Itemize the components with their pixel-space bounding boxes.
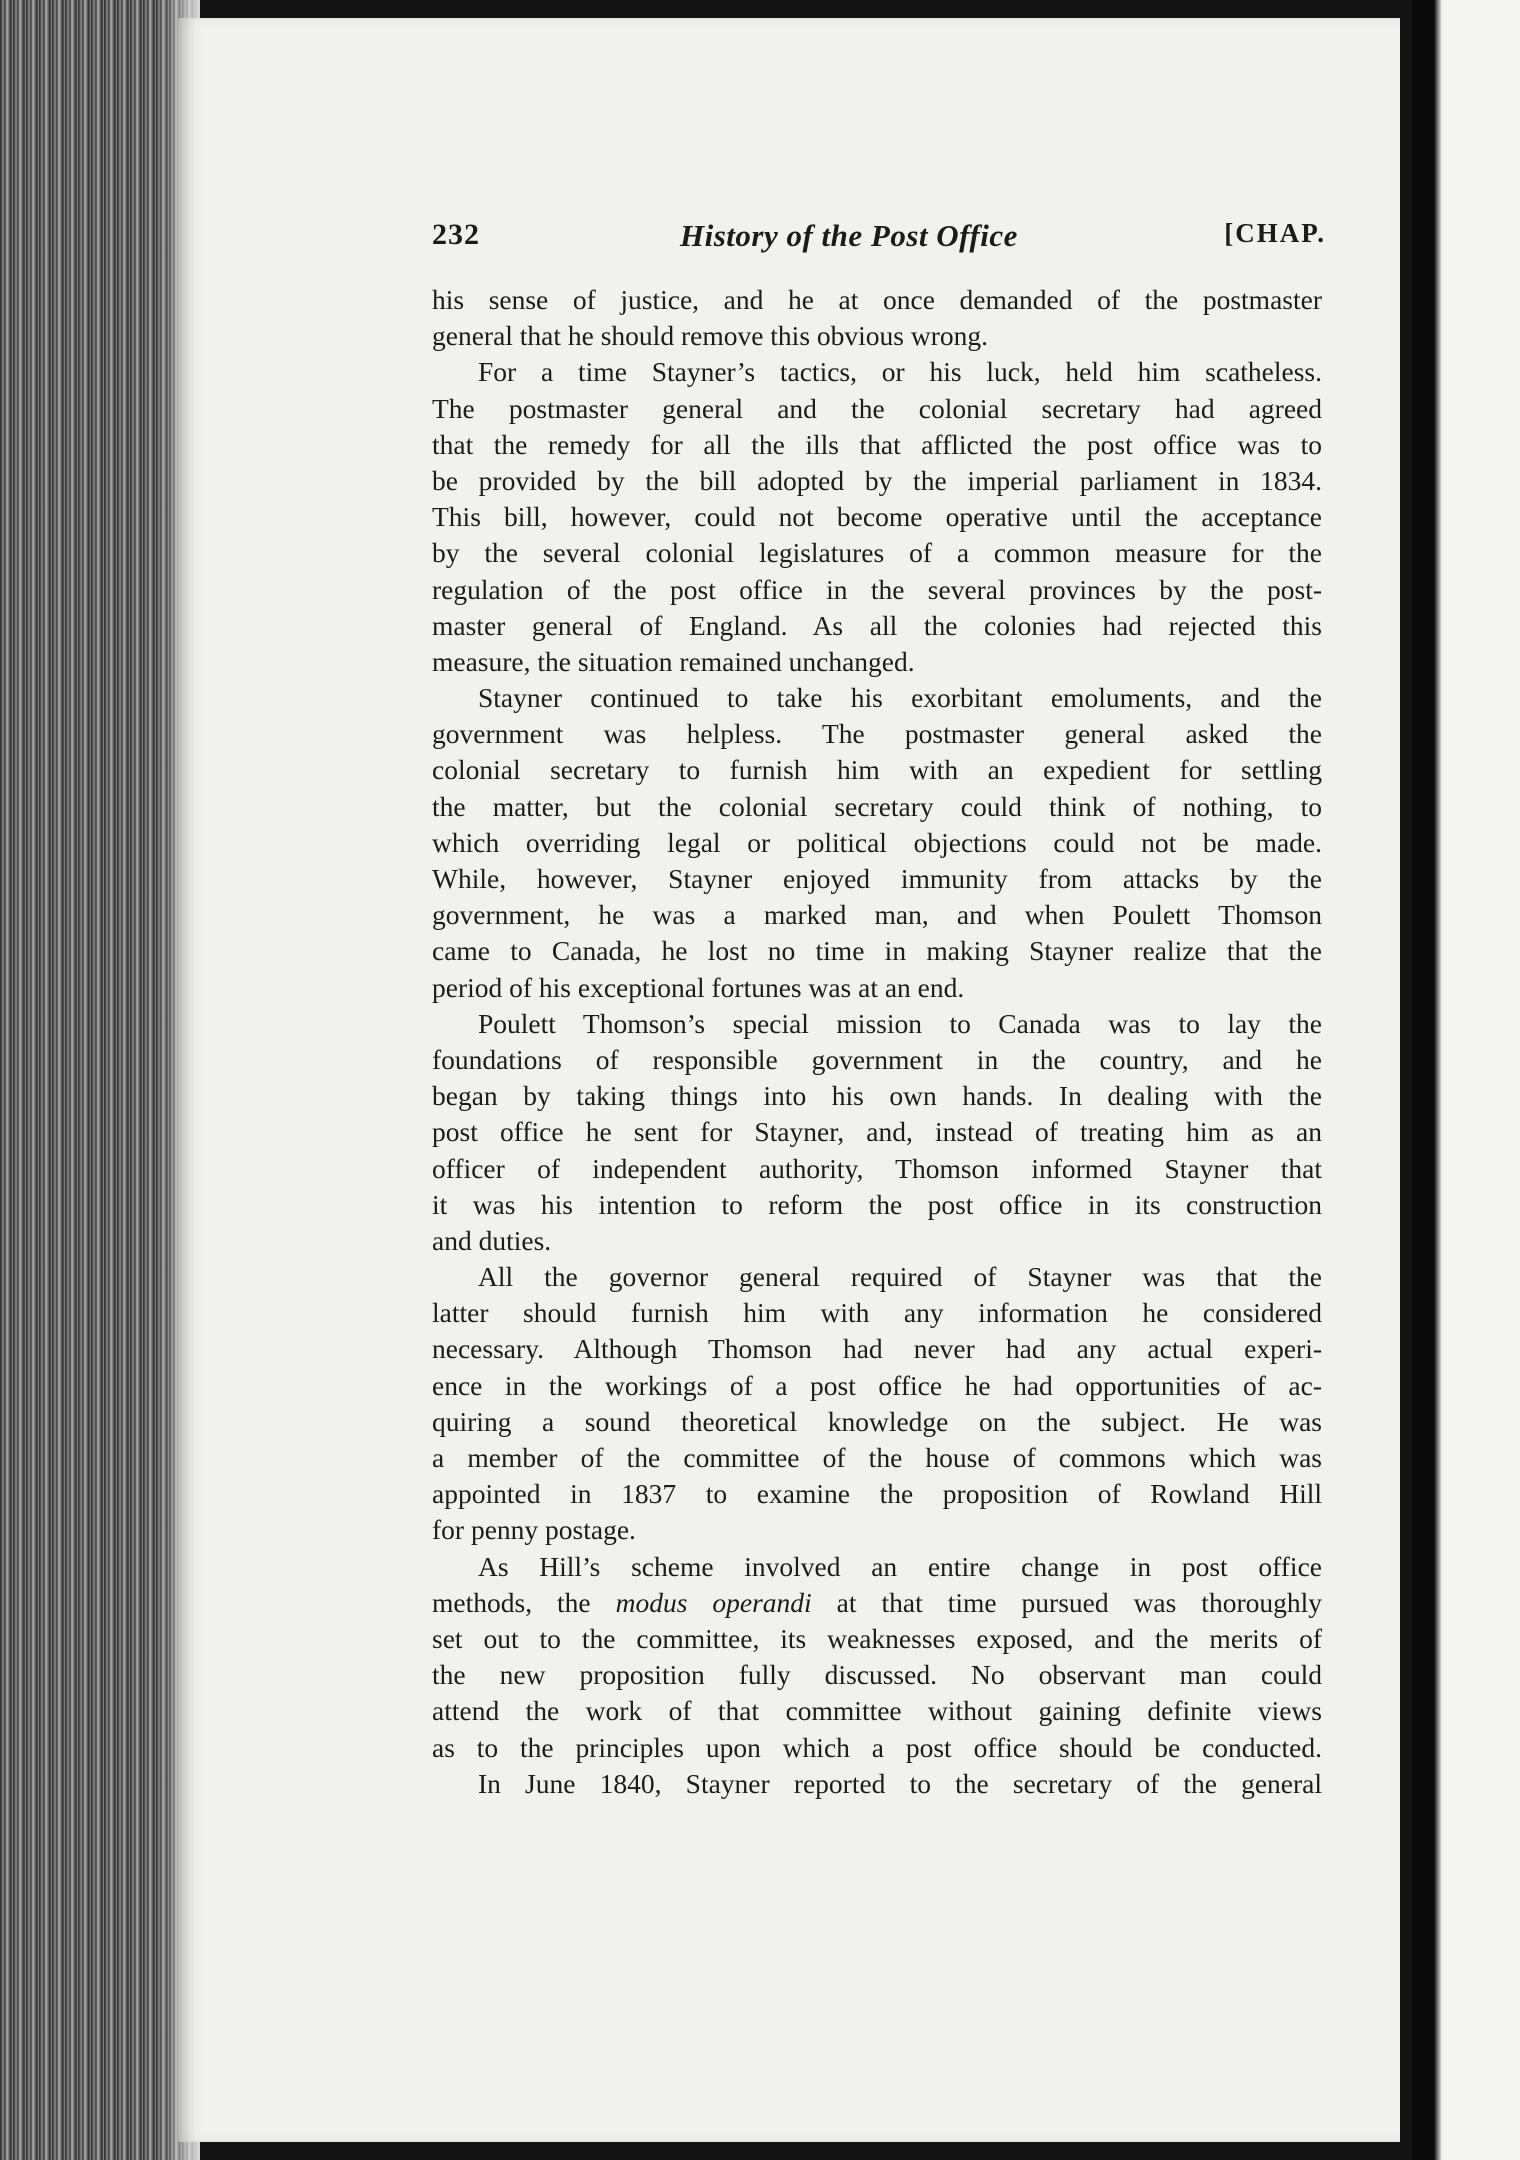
text-line: as to the principles upon which a post office should be conducted.: [432, 1731, 1322, 1763]
text-line: a member of the committee of the house of commons which was: [432, 1442, 1322, 1473]
text-line: ence in the workings of a post office he had opportunities of ac-: [432, 1369, 1322, 1401]
text-line: officer of independent authority, Thomson informed Stayner that: [432, 1152, 1322, 1184]
page-stack-edges: [0, 0, 200, 2160]
page-number: 232: [432, 218, 480, 251]
italic-phrase: modus operandi: [615, 1586, 812, 1618]
text-line: For a time Stayner’s tactics, or his luck, held him scatheless.: [478, 356, 1322, 388]
text-line: and duties.: [432, 1224, 552, 1256]
text-line: This bill, however, could not become operative until the acceptance: [432, 501, 1322, 533]
facing-page-edge: [1412, 0, 1520, 2160]
text-line: began by taking things into his own hands. In dealing with the: [432, 1080, 1322, 1112]
text-line: attend the work of that committee without gaining definite views: [432, 1695, 1322, 1727]
text-line: came to Canada, he lost no time in making Stayner realize that the: [432, 935, 1322, 967]
text-line: the matter, but the colonial secretary could think of nothing, to: [432, 790, 1322, 822]
text-line: Stayner continued to take his exorbitant emoluments, and the: [478, 682, 1322, 714]
text-line: Poulett Thomson’s special mission to Canada was to lay the: [478, 1007, 1322, 1039]
text-line: government, he was a marked man, and when Poulett Thomson: [432, 899, 1322, 931]
text-line: While, however, Stayner enjoyed immunity from attacks by the: [432, 863, 1322, 894]
text-line: The postmaster general and the colonial secretary had agreed: [432, 392, 1322, 424]
text-line: government was helpless. The postmaster general asked the: [432, 718, 1322, 750]
text-line: In June 1840, Stayner reported to the secretary of the general: [478, 1767, 1322, 1799]
body-text: [432, 282, 1322, 1802]
text-line: regulation of the post office in the several provinces by the post-: [432, 573, 1322, 605]
text-line: be provided by the bill adopted by the imperial parliament in 1834.: [432, 464, 1322, 496]
text-line-with-italic: [432, 1585, 1322, 1621]
text-line: which overriding legal or political objections could not be made.: [432, 826, 1322, 858]
text-line: for penny postage.: [432, 1514, 636, 1546]
running-title: History of the Post Office: [680, 218, 1018, 253]
running-head: [432, 218, 1326, 268]
text-line: measure, the situation remained unchanged.: [432, 645, 915, 677]
text-line: period of his exceptional fortunes was at an end.: [432, 971, 965, 1003]
text-segment: methods, the: [432, 1586, 616, 1618]
text-line: foundations of responsible government in the country, and he: [432, 1043, 1322, 1075]
text-line: by the several colonial legislatures of a common measure for the: [432, 537, 1322, 569]
text-line: colonial secretary to furnish him with an expedient for settling: [432, 754, 1322, 786]
text-line: set out to the committee, its weaknesses exposed, and the merits of: [432, 1622, 1322, 1654]
text-line: it was his intention to reform the post office in its construction: [432, 1188, 1322, 1220]
text-segment: at that time pursued was thoroughly: [811, 1586, 1322, 1618]
text-line: necessary. Although Thomson had never had any actual experi-: [432, 1333, 1322, 1365]
text-line: appointed in 1837 to examine the proposition of Rowland Hill: [432, 1478, 1322, 1510]
text-line: post office he sent for Stayner, and, instead of treating him as an: [432, 1116, 1322, 1148]
text-line: the new proposition fully discussed. No observant man could: [432, 1659, 1322, 1691]
text-line: that the remedy for all the ills that afflicted the post office was to: [432, 428, 1322, 460]
text-line: his sense of justice, and he at once demanded of the postmaster: [432, 284, 1322, 315]
text-line: general that he should remove this obvious wrong.: [432, 320, 989, 352]
text-line: As Hill’s scheme involved an entire change in post office: [478, 1550, 1322, 1582]
text-line: latter should furnish him with any information he considered: [432, 1297, 1322, 1329]
text-line: master general of England. As all the colonies had rejected this: [432, 609, 1322, 641]
text-line: All the governor general required of Stayner was that the: [478, 1261, 1322, 1293]
text-line: quiring a sound theoretical knowledge on the subject. He was: [432, 1405, 1322, 1437]
chapter-mark: [CHAP.: [1224, 218, 1326, 248]
